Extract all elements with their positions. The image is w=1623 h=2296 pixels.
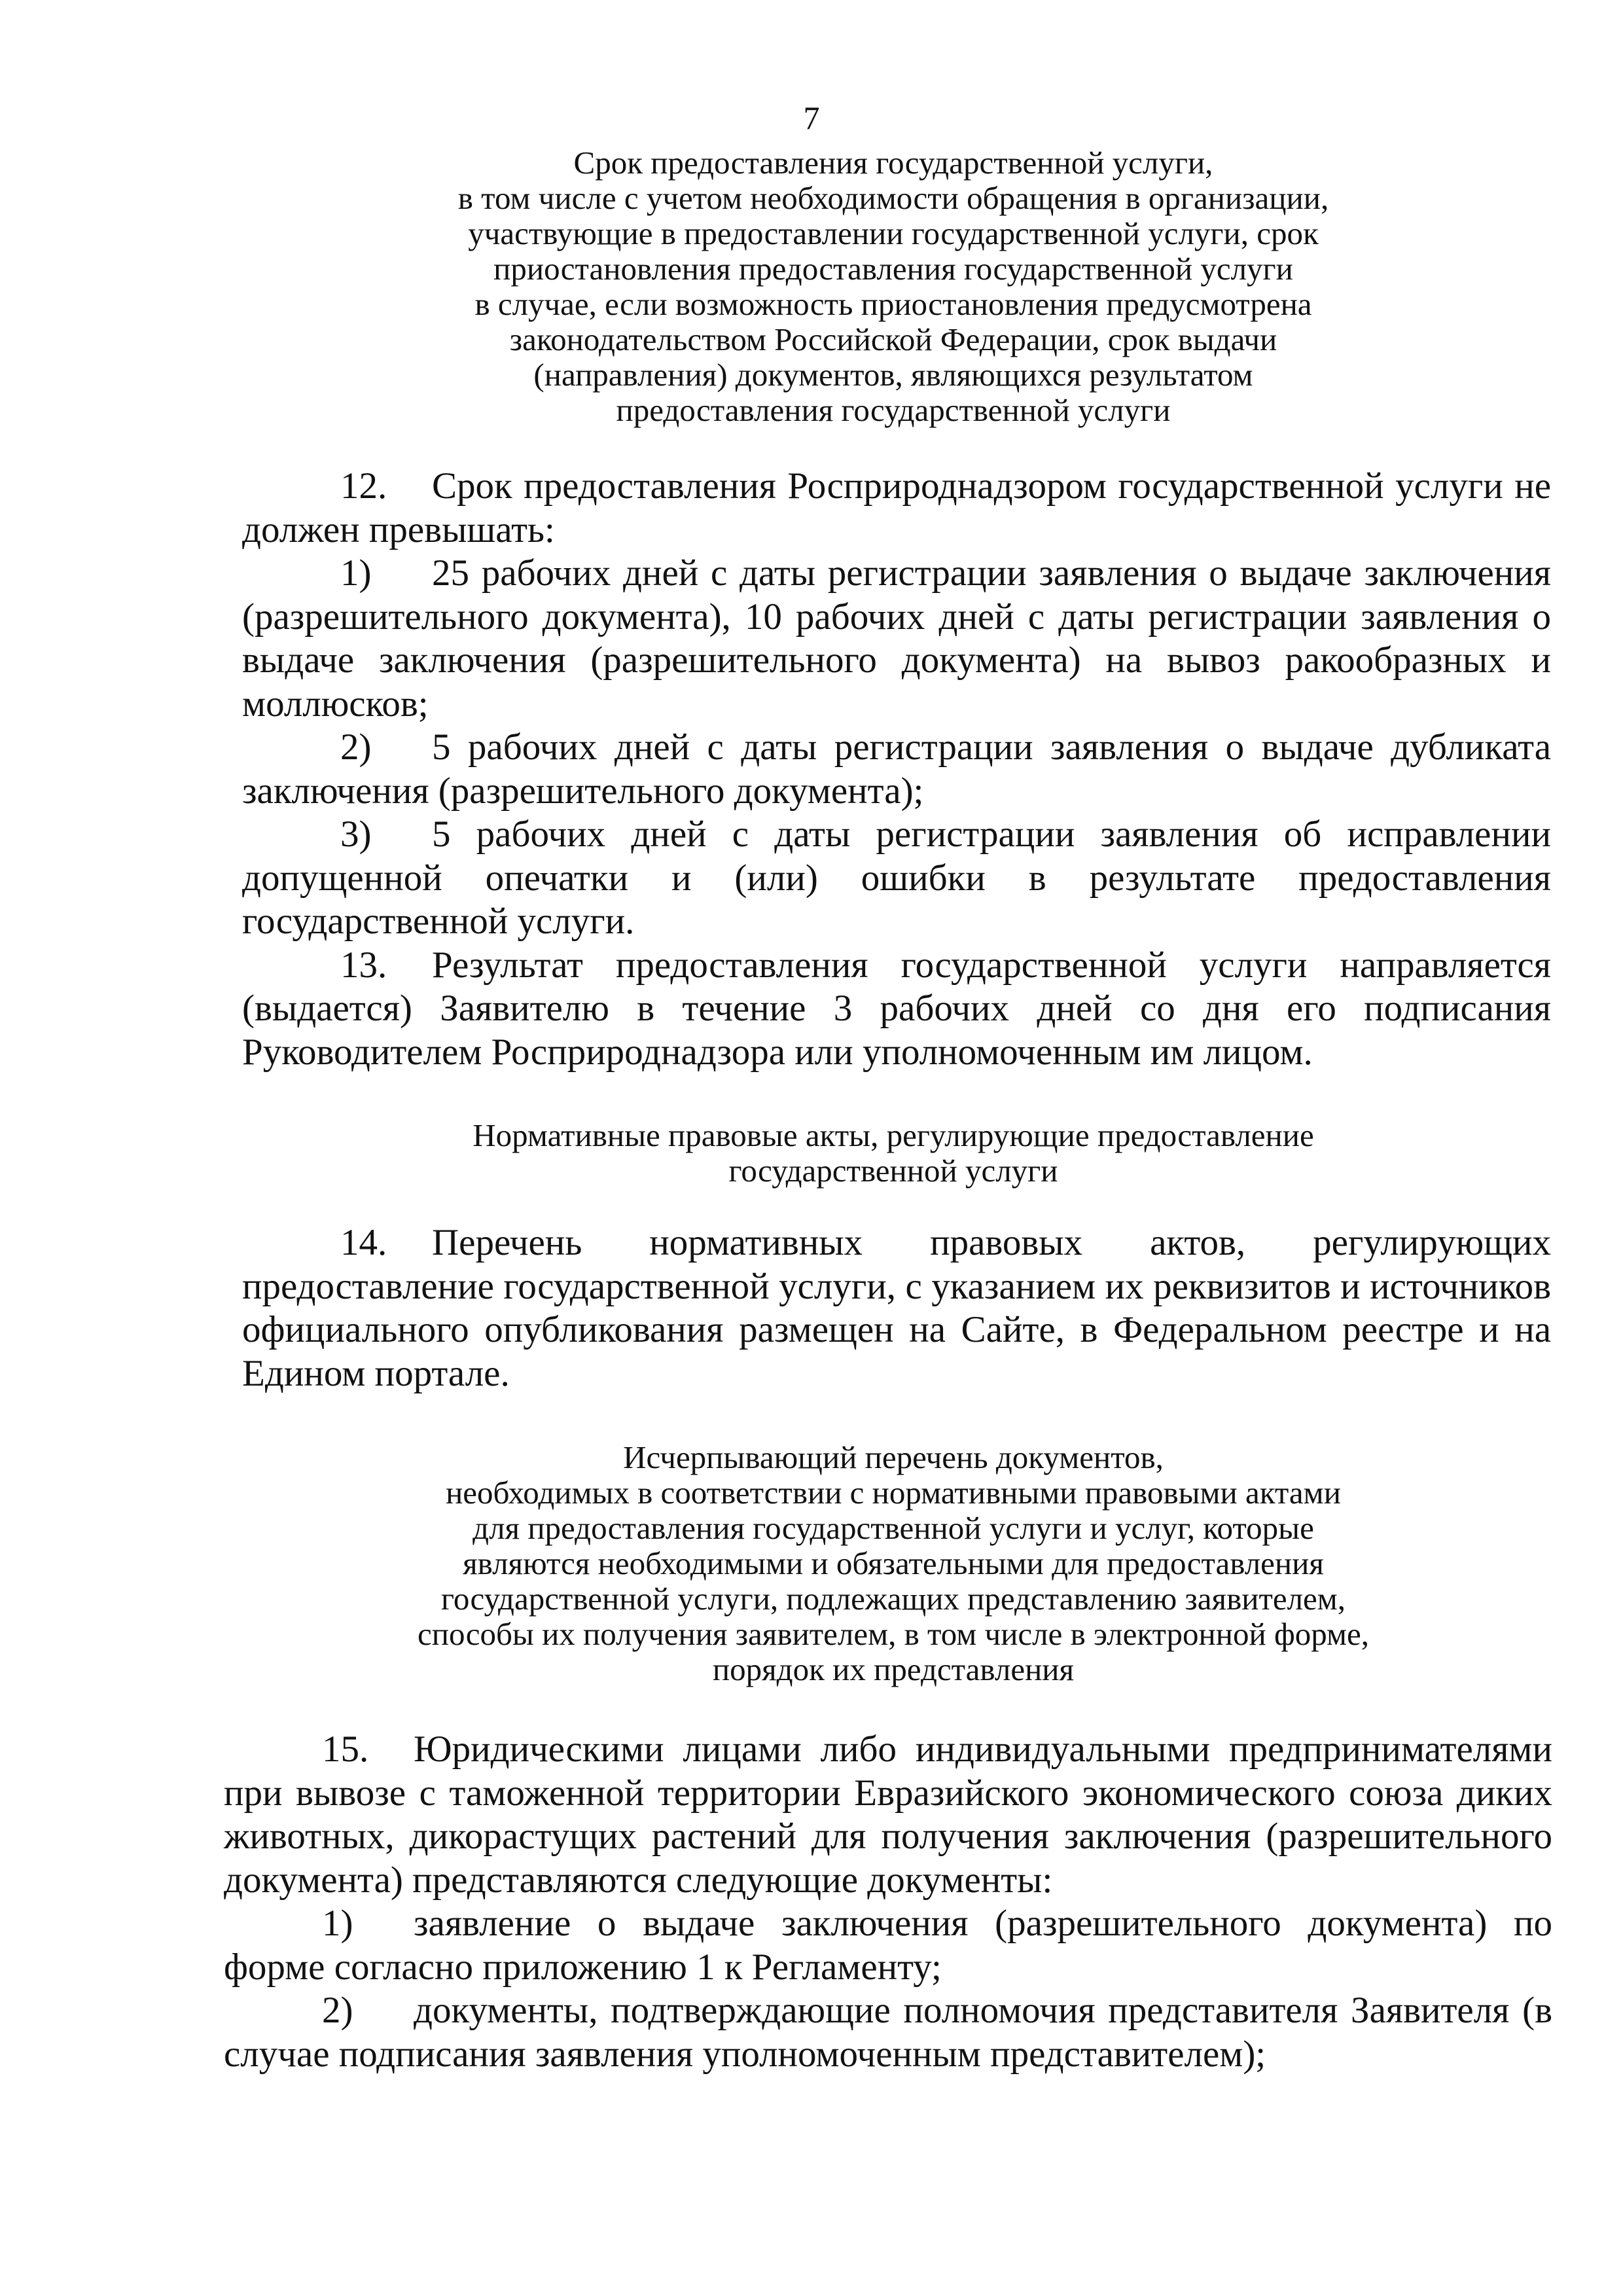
section-body-documents-list	[224, 1728, 1552, 2076]
item-text: Срок предоставления Росприроднадзором государственной услуги не должен превышать:	[242, 465, 1551, 550]
paragraph-item	[242, 726, 1551, 813]
paragraph-item	[242, 813, 1551, 944]
heading-line: (направления) документов, являющихся результатом	[533, 357, 1253, 393]
item-text: 5 рабочих дней с даты регистрации заявления об исправлении допущенной опечатки и (или) ошибки в результате предоставления государственной услуги.	[242, 814, 1551, 942]
heading-line: для предоставления государственной услуги и услуг, которые	[473, 1510, 1314, 1546]
heading-line: в случае, если возможность приостановления предусмотрена	[474, 286, 1312, 322]
heading-line: необходимых в соответствии с нормативными правовыми актами	[446, 1475, 1341, 1511]
heading-line: способы их получения заявителем, в том числе в электронной форме,	[418, 1616, 1369, 1652]
heading-line: Срок предоставления государственной услуги,	[573, 145, 1213, 181]
paragraph-item	[242, 552, 1551, 726]
paragraph-item	[224, 1728, 1552, 1902]
heading-line: государственной услуги, подлежащих представлению заявителем,	[440, 1581, 1346, 1617]
heading-line: участвующие в предоставлении государственной услуги, срок	[468, 215, 1319, 251]
section-body-service-period	[242, 465, 1551, 1074]
item-number: 12.	[340, 465, 387, 507]
paragraph-item	[242, 1221, 1551, 1395]
item-text: Юридическими лицами либо индивидуальными предпринимателями при вывозе с таможенной территории Евразийского экономического союза диких животных, дикорастущих растений для получения заключения (разрешительного документа) представляются следующие документы:	[224, 1729, 1552, 1901]
heading-line: являются необходимыми и обязательными для предоставления	[463, 1545, 1324, 1581]
item-number: 13.	[340, 944, 387, 986]
section-heading-documents-list	[242, 1440, 1544, 1687]
item-text: Результат предоставления государственной услуги направляется (выдается) Заявителю в течение 3 рабочих дней со дня его подписания Руководителем Росприроднадзора или уполномоченным им лицом.	[242, 944, 1551, 1073]
heading-line: предоставления государственной услуги	[616, 392, 1171, 428]
item-text: Перечень нормативных правовых актов, регулирующих предоставление государственной услуги, с указанием их реквизитов и источников официального опубликования размещен на Сайте, в Федеральном реестре и на Едином портале.	[242, 1222, 1551, 1394]
paragraph-item	[242, 944, 1551, 1075]
heading-line: Исчерпывающий перечень документов,	[623, 1439, 1164, 1475]
paragraph-item	[224, 1989, 1552, 2076]
item-number: 14.	[340, 1222, 387, 1263]
section-body-legal-acts	[242, 1221, 1551, 1395]
item-number: 1)	[340, 552, 372, 594]
heading-line: порядок их представления	[712, 1651, 1075, 1687]
item-number: 3)	[340, 814, 372, 855]
heading-line: Нормативные правовые акты, регулирующие предоставление	[473, 1117, 1314, 1153]
heading-line: в том числе с учетом необходимости обращения в организации,	[457, 180, 1329, 216]
item-text: 25 рабочих дней с даты регистрации заявления о выдаче заключения (разрешительного документа), 10 рабочих дней с даты регистрации заявления о выдаче заключения (разрешительного документа) на вывоз ракообразных и моллюсков;	[242, 552, 1551, 725]
section-heading-service-period	[242, 145, 1544, 428]
heading-line: законодательством Российской Федерации, срок выдачи	[509, 321, 1277, 357]
heading-line: приостановления предоставления государственной услуги	[493, 251, 1293, 287]
item-text: документы, подтверждающие полномочия представителя Заявителя (в случае подписания заявления уполномоченным представителем);	[224, 1990, 1552, 2075]
paragraph-item	[224, 1902, 1552, 1989]
item-text: 5 рабочих дней с даты регистрации заявления о выдаче дубликата заключения (разрешительного документа);	[242, 726, 1551, 812]
page-number: 7	[803, 99, 820, 136]
item-number: 1)	[322, 1903, 353, 1944]
section-heading-legal-acts	[242, 1118, 1544, 1189]
item-text: заявление о выдаче заключения (разрешительного документа) по форме согласно приложению 1 к Регламенту;	[224, 1903, 1552, 1988]
item-number: 15.	[322, 1729, 369, 1770]
item-number: 2)	[322, 1990, 353, 2031]
heading-line: государственной услуги	[728, 1153, 1058, 1189]
paragraph-item	[242, 465, 1551, 552]
item-number: 2)	[340, 726, 372, 768]
